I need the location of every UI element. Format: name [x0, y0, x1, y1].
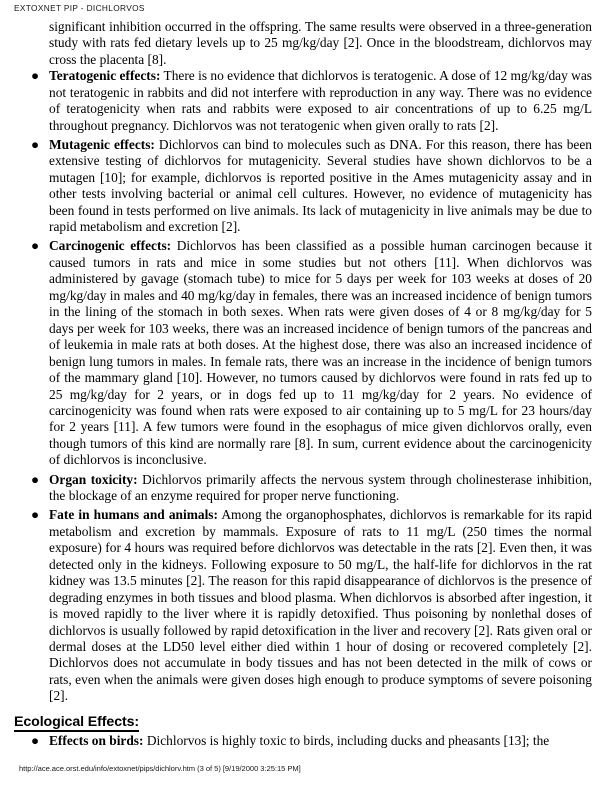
list-item-text: Dichlorvos can bind to molecules such as DNA. For this reason, there has been extensive testing of dichlorvos for mutagenicity. Several studies have shown dichlorvos to be a mutagen [10]; for example, dichlorvos is reported positive in the Ames mutagenicity assay and in other tests involving bacterial or animal cell cultures. However, no evidence of mutagenicity has been found in tests performed on live animals. Its lack of mutagenicity in live animals may be due to rapid metabolism and excretion [2].	[49, 136, 592, 235]
list-item-text: Dichlorvos is highly toxic to birds, including ducks and pheasants [13]; the	[143, 732, 550, 748]
list-item-lead: Teratogenic effects:	[49, 68, 161, 84]
list-item-text: Among the organophosphates, dichlorvos is remarkable for its rapid metabolism and excretion by mammals. Exposure of rats to 11 mg/L (250 times the normal exposure) for 4 hours was required before dichlorvos was detectable in the rats [2]. Even then, it was detected only in the kidneys. Following exposure to 50 mg/L, the half-life for dichlorvos in the rat kidney was 13.5 minutes [2]. The reason for this rapid disappearance of dichlorvos is the presence of degrading enzymes in both tissues and blood plasma. When dichlorvos is absorbed after ingestion, it is moved rapidly to the liver where it is rapidly detoxified. Thus poisoning by nonlethal doses of dichlorvos is usually followed by rapid detoxification in the liver and recovery [2]. Rats given oral or dermal doses at the LD50 level either died within 1 hour of dosing or recovered completely [2]. Dichlorvos does not accumulate in body tissues and has not been detected in the milk of cows or rats, even when the animals were given doses high enough to produce symptoms of severe poisoning [2].	[49, 507, 592, 704]
list-item	[0, 472, 612, 505]
page-footer-url: http://ace.ace.orst.edu/info/extoxnet/pips/dichlorv.htm (3 of 5) [9/19/2000 3:25:15 PM]	[19, 764, 301, 773]
running-header: EXTOXNET PIP - DICHLORVOS	[14, 3, 145, 13]
list-item	[0, 68, 612, 134]
ecological-effects-bullet-list	[0, 733, 612, 749]
bullet-icon: ●	[31, 471, 40, 487]
bullet-icon: ●	[31, 136, 40, 152]
section-heading-ecological-effects	[0, 714, 612, 731]
list-item	[0, 733, 612, 749]
list-item-lead: Mutagenic effects:	[49, 136, 155, 152]
bullet-icon: ●	[31, 238, 40, 254]
continued-paragraph: significant inhibition occurred in the offspring. The same results were observed in a three-generation study with rats fed dietary levels up to 25 mg/kg/day [2]. Once in the bloodstream, dichlorvos may cross the placenta [8].	[49, 19, 592, 67]
list-item	[0, 507, 612, 704]
list-item-lead: Organ toxicity:	[49, 471, 138, 487]
document-body	[0, 19, 612, 749]
list-item-text: Dichlorvos has been classified as a possible human carcinogen because it caused tumors in rats and mice in some studies but not others [11]. When dichlorvos was administered by gavage (stomach tube) to mice for 5 days per week for 103 weeks at doses of 20 mg/kg/day in males and 40 mg/kg/day in females, there was an increased incidence of benign tumors in the lining of the stomach in both sexes. When rats were given doses of 4 or 8 mg/kg/day for 5 days per week for 103 weeks, there was an increased incidence of benign tumors of the pancreas and of leukemia in male rats at both doses. At the highest dose, there was also an increased incidence of benign lung tumors in males. In female rats, there was an increase in the incidence of benign tumors of the mammary gland [10]. However, no tumors caused by dichlorvos were found in rats fed up to 25 mg/kg/day for 2 years, or in dogs fed up to 11 mg/kg/day for 2 years. No evidence of carcinogenicity was found when rats were exposed to air containing up to 5 mg/L for 23 hours/day for 2 years [11]. A few tumors were found in the esophagus of mice given dichlorvos orally, even though tumors of this kind are normally rare [8]. In sum, current evidence about the carcinogenicity of dichlorvos is inconclusive.	[49, 238, 592, 468]
bullet-icon: ●	[31, 68, 40, 84]
section-heading-text: Ecological Effects:	[14, 713, 140, 730]
list-item	[0, 137, 612, 236]
effects-bullet-list	[0, 68, 612, 704]
bullet-icon: ●	[31, 732, 40, 748]
bullet-icon: ●	[31, 507, 40, 523]
list-item-text: Dichlorvos primarily affects the nervous system through cholinesterase inhibition, the blockage of an enzyme required for proper nerve functioning.	[49, 471, 592, 504]
list-item	[0, 238, 612, 468]
list-item-lead: Carcinogenic effects:	[49, 238, 172, 254]
list-item-lead: Fate in humans and animals:	[49, 507, 218, 523]
list-item-text: There is no evidence that dichlorvos is teratogenic. A dose of 12 mg/kg/day was not teratogenic in rabbits and did not interfere with reproduction in any way. There was no evidence of teratogenicity when rats and rabbits were exposed to air concentrations of up to 6.25 mg/L throughout pregnancy. Dichlorvos was not teratogenic when given orally to rats [2].	[49, 68, 592, 133]
list-item-lead: Effects on birds:	[49, 732, 144, 748]
